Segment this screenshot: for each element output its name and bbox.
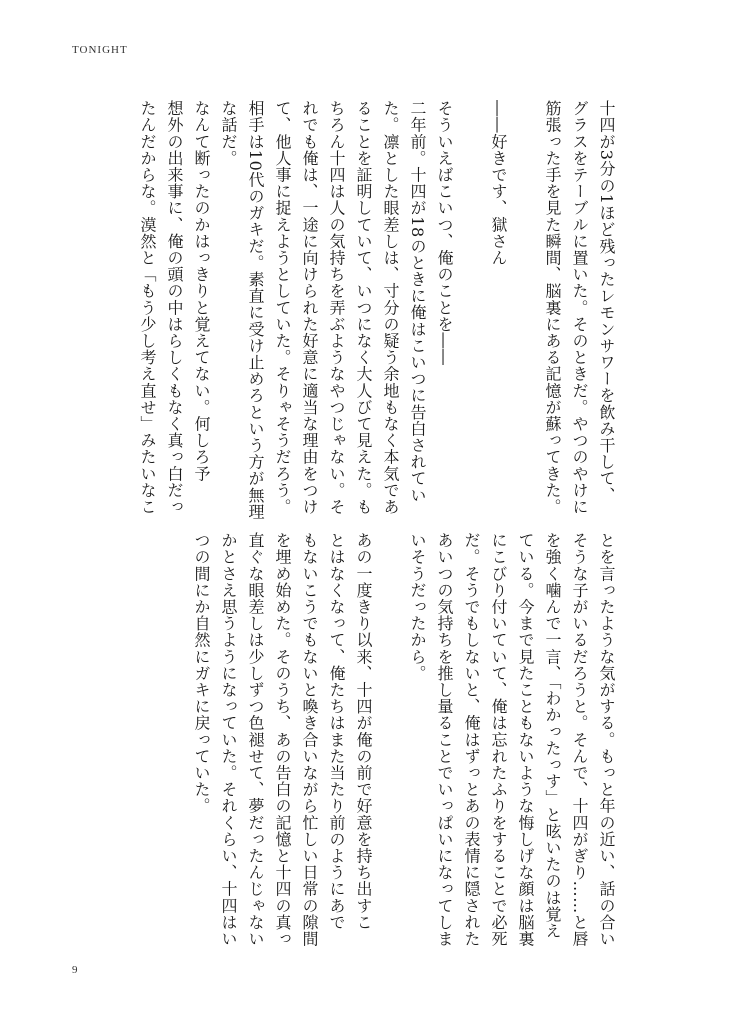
text-line: 直ぐな眼差しは少しずつ色褪せて、夢だったんじゃない [246, 532, 265, 947]
text-line: を強く噛んで一言、「わかったっす」と呟いたのは覚え [543, 532, 562, 939]
text-line: 十四が3分の1ほど残ったレモンサワーを飲み干して、 [597, 100, 616, 504]
blank-line [377, 532, 404, 932]
text-line: れでも俺は、一途に向けられた好意に適当な理由をつけ [300, 100, 319, 515]
text-line: なんて断ったのかはっきりと覚えてない。何しろ予 [192, 100, 211, 482]
text-line: 想外の出来事に、俺の頭の中はらしくもなく真っ白だっ [165, 100, 184, 515]
text-line: 相手は10代のガキだ。素直に受け止めろという方が無理 [246, 100, 265, 520]
text-tier-bottom [88, 532, 620, 947]
text-line: ――好きです、獄さん [489, 100, 508, 266]
blank-line [512, 100, 539, 500]
text-line: な話だ。 [219, 100, 238, 167]
text-line: いそうだったから。 [408, 532, 427, 682]
text-line: ることを証明していて、いつになく大人びて見えた。も [354, 100, 373, 515]
text-line: 二年前。十四が18のときに俺はこいつに告白されてい [408, 100, 427, 504]
text-line: あいつの気持ちを推し量ることでいっぱいになってしま [435, 532, 454, 947]
text-line: だ。そうでもしないと、俺はずっとあの表情に隠された [462, 532, 481, 947]
text-line: たんだからな。漠然と「もう少し考え直せ」みたいなこ [138, 100, 157, 515]
text-line: ちろん十四は人の気持ちを弄ぶようなやつじゃない。そ [327, 100, 346, 515]
blank-line [458, 100, 485, 500]
text-line: とを言ったような気がする。もっと年の近い、話の合い [597, 532, 616, 947]
text-line: もないこうでもないと喚き合いながら忙しい日常の隙間 [300, 532, 319, 947]
text-tier-top [88, 100, 620, 520]
text-line: を埋め始めた。そのうち、あの告白の記憶と十四の真っ [273, 532, 292, 947]
text-line: た。凛とした眼差しは、寸分の疑う余地もなく本気であ [381, 100, 400, 515]
text-line: にこびり付いていて、俺は忘れたふりをすることで必死 [489, 532, 508, 947]
text-line: グラスをテーブルに置いた。そのときだ。やつのやけに [570, 100, 589, 515]
text-line: て、他人事に捉えようとしていた。そりゃそうだろう。 [273, 100, 292, 515]
text-line: つの間にか自然にガキに戻っていた。 [192, 532, 211, 815]
text-line: そういえばこいつ、俺のことを―― [435, 100, 454, 366]
text-line: かとさえ思うようになっていた。それくらい、十四はい [219, 532, 238, 947]
running-head: TONIGHT [72, 44, 128, 56]
text-line: とはなくなって、俺たちはまた当たり前のようにあで [327, 532, 346, 931]
text-line: あの一度きり以来、十四が俺の前で好意を持ち出すこ [354, 532, 373, 931]
text-line: ている。今まで見たこともないような悔しげな顔は脳裏 [516, 532, 535, 947]
page-number: 9 [72, 964, 78, 976]
text-line: 筋張った手を見た瞬間、脳裏にある記憶が蘇ってきた。 [543, 100, 562, 515]
text-line: そうな子がいるだろうと。そんで、十四がぎり……と唇 [570, 532, 589, 947]
